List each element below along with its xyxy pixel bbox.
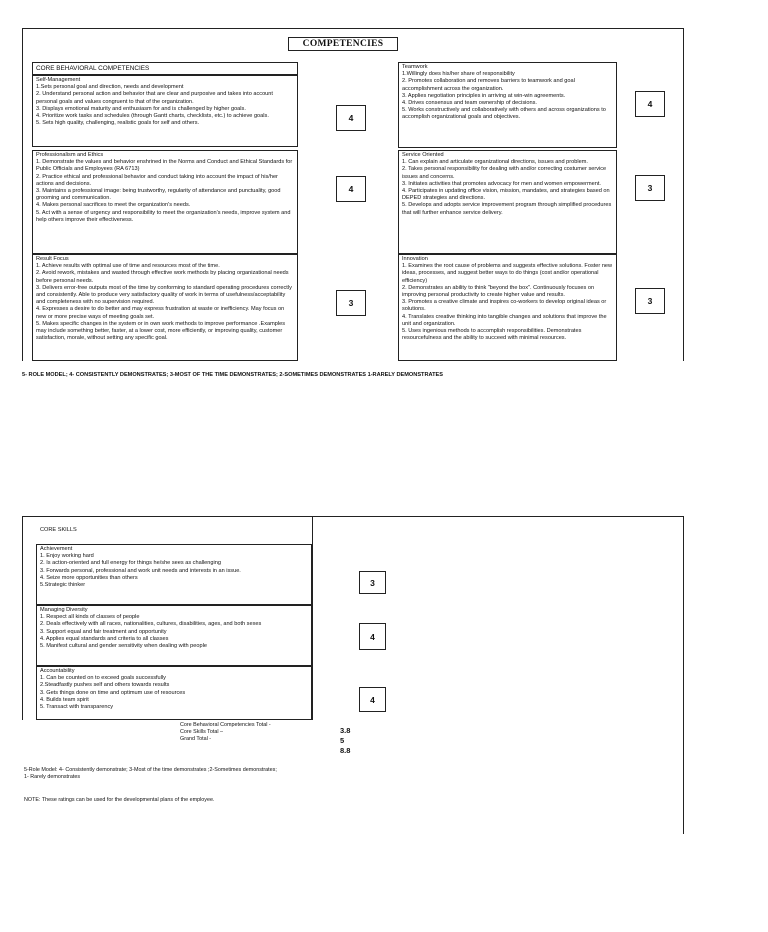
grand-total-label: Grand Total - xyxy=(180,736,212,742)
list-item: 3. Gets things done on time and optimum use of resources xyxy=(40,689,186,696)
list-item: 2. Avoid rework, mistakes and wasted through effective work methods by placing organizational needs before personal needs. xyxy=(36,270,289,284)
core-skills-header-text: CORE SKILLS xyxy=(40,527,77,533)
list-item: 5. Uses ingenious methods to accomplish responsibilities. Demonstrates resourcefulness and the ability to succeed with minimal resources. xyxy=(402,328,582,342)
rating-accountability: 4 xyxy=(359,687,386,712)
grand-total-value: 8.8 xyxy=(340,746,351,755)
list-item: 5. Develops and adopts service improvement program through simplified procedures that will further enhance service delivery. xyxy=(402,202,612,216)
list-item: 3. Displays emotional maturity and enthusiasm for and is challenged by higher goals. xyxy=(36,105,246,112)
list-item: 1. Achieve results with optimal use of time and resources most of the time. xyxy=(36,263,220,270)
professionalism-block xyxy=(32,150,298,254)
block-title: Managing Diversity xyxy=(40,607,88,613)
block-title: Self-Management xyxy=(36,77,81,83)
rating-service-oriented: 3 xyxy=(635,175,665,201)
list-item: 5. Works constructively and collaboratively with others and across organizations to accomplish organizational goals and objectives. xyxy=(402,107,606,121)
list-item: 1. Examines the root cause of problems and suggests effective solutions. Foster new ideas, processes, and suggest better ways to do things (cost and/or operational efficiency) xyxy=(402,263,613,284)
list-item: 3. Delivers error-free outputs most of the time by conforming to standard operating procedures correctly and consistently. Able to produce very satisfactory quality of work in terms of usefulness/acceptability and completeness with no supervision required. xyxy=(36,284,292,306)
self-management-block xyxy=(32,75,298,147)
list-item: 1.Willingly does his/her share of responsibility xyxy=(402,71,515,78)
result-focus-block xyxy=(32,254,298,361)
list-item: 1. Respect all kinds of classes of people xyxy=(40,614,140,621)
rating-professionalism: 4 xyxy=(336,176,366,202)
list-item: 1.Sets personal goal and direction, needs and development xyxy=(36,84,184,91)
rating-achievement: 3 xyxy=(359,571,386,594)
list-item: 4. Applies equal standards and criteria to all classes xyxy=(40,635,169,642)
skills-frame-left-line xyxy=(22,516,23,720)
frame-right-line xyxy=(683,28,684,361)
list-item: 1. Enjoy working hard xyxy=(40,553,94,560)
behavioral-total-label: Core Behavioral Competencies Total - xyxy=(180,722,271,728)
bottom-scale-note xyxy=(24,767,344,781)
list-item: 1. Demonstrate the values and behavior enshrined in the Norms and Conduct and Ethical Standards for Public Officials and Employees (RA 6713) xyxy=(36,159,293,173)
rating-innovation: 3 xyxy=(635,288,665,314)
innovation-block xyxy=(398,254,617,361)
list-item: 1. Can be counted on to exceed goals successfully xyxy=(40,675,166,682)
list-item: 3. Initiates activities that promotes advocacy for men and women empowerment. xyxy=(402,180,601,187)
skills-total-value: 5 xyxy=(340,736,345,745)
block-title: Professionalism and Ethics xyxy=(36,152,104,158)
list-item: 3. Support equal and fair treatment and opportunity xyxy=(40,628,167,635)
bottom-scale-note-line-1: 5-Role Model: 4- Consistently demonstrate; 3-Most of the time demonstrates ;2-Sometimes demonstrates; xyxy=(24,767,277,773)
list-item: 5. Transact with transparency xyxy=(40,704,114,711)
service-oriented-block xyxy=(398,150,617,254)
list-item: 2. Is action-oriented and full energy for things he/she sees as challenging xyxy=(40,560,221,567)
teamwork-block xyxy=(398,62,617,148)
accountability-block xyxy=(36,666,312,720)
totals-values xyxy=(340,726,350,756)
rating-teamwork: 4 xyxy=(635,91,665,117)
list-item: 4. Translates creative thinking into tangible changes and solutions that improve the unit and organization. xyxy=(402,313,607,327)
list-item: 3. Forwards personal, professional and work unit needs and interests in an issue. xyxy=(40,567,241,574)
page-title: COMPETENCIES xyxy=(288,37,398,51)
frame-left-line xyxy=(22,28,23,361)
list-item: 5. Sets high quality, challenging, realistic goals for self and others. xyxy=(36,120,200,127)
behavioral-total-value: 3.8 xyxy=(340,726,351,735)
skills-total-label: Core Skills Total – xyxy=(180,729,224,735)
list-item: 2. Demonstrates an ability to think "beyond the box". Continuously focuses on improving personal productivity to create higher value and results. xyxy=(402,284,595,299)
list-item: 5. Makes specific changes in the system or in own work methods to improve performance .Examples may include something better, faster, at a lower cost, more efficiently, or improving quality, customer satisfaction, morale, without setting any specific goal. xyxy=(36,320,286,342)
list-item: 5. Act with a sense of urgency and responsibility to meet the organization's needs, improve system and help others improve their effectiveness. xyxy=(36,209,291,223)
list-item: 4. Participates in updating office vision, mission, mandates, and strategies based on DEPED strategies and directions. xyxy=(402,188,610,202)
managing-diversity-block xyxy=(36,605,312,666)
behavioral-header-text: CORE BEHAVIORAL COMPETENCIES xyxy=(36,65,150,72)
skills-divider-line xyxy=(312,516,313,720)
list-item: 4. Makes personal sacrifices to meet the organization's needs. xyxy=(36,202,191,209)
block-title: Accountability xyxy=(40,668,75,674)
list-item: 3. Maintains a professional image: being trustworthy, regularity of attendance and punctuality, good grooming and communication. xyxy=(36,188,281,202)
list-item: 2. Practice ethical and professional behavior and conduct taking into account the impact of his/her actions and decisions. xyxy=(36,173,278,187)
list-item: 3. Promotes a creative climate and inspires co-workers to develop original ideas or solutions. xyxy=(402,299,607,313)
list-item: 4. Prioritize work tasks and schedules (through Gantt charts, checklists, etc.) to achieve goals. xyxy=(36,113,269,120)
list-item: 2. Understand personal action and behavior that are clear and purposive and takes into account personal goals and values congruent to that of the organization. xyxy=(36,91,273,105)
list-item: 3. Applies negotiation principles in arriving at win-win agreements. xyxy=(402,92,566,99)
list-item: 5. Manifest cultural and gender sensitivity when dealing with people xyxy=(40,643,207,650)
list-item: 2. Takes personal responsibility for dealing with and/or correcting costumer service issues and concerns. xyxy=(402,166,607,180)
skills-frame-right-line xyxy=(683,516,684,834)
frame-top-line xyxy=(22,28,684,29)
developmental-note: NOTE: These ratings can be used for the developmental plans of the employee. xyxy=(24,797,215,803)
block-title: Service Oriented xyxy=(402,152,444,158)
block-title: Result Focus xyxy=(36,256,69,262)
block-title: Innovation xyxy=(402,256,428,262)
block-title: Teamwork xyxy=(402,64,428,70)
list-item: 4. Seize more opportunities than others xyxy=(40,574,138,581)
achievement-block xyxy=(36,544,312,605)
block-title: Achievement xyxy=(40,546,73,552)
core-skills-header xyxy=(36,517,312,544)
list-item: 1. Can explain and articulate organizational directions, issues and problem. xyxy=(402,159,588,166)
list-item: 4. Builds team spirit xyxy=(40,696,89,703)
bottom-scale-note-line-2: 1- Rarely demonstrates xyxy=(24,774,81,780)
rating-managing-diversity: 4 xyxy=(359,623,386,650)
list-item: 2.Steadfastly pushes self and others towards results xyxy=(40,682,170,689)
list-item: 4. Expresses a desire to do better and may express frustration at waste or inefficiency. May focus on new or more precise ways of meeting goals set. xyxy=(36,306,285,320)
behavioral-header xyxy=(32,62,298,75)
totals-labels xyxy=(180,722,330,743)
list-item: 4. Drives consensus and team ownership of decisions. xyxy=(402,100,537,107)
rating-self-management: 4 xyxy=(336,105,366,131)
rating-scale-note: 5- ROLE MODEL; 4- CONSISTENTLY DEMONSTRATES; 3-MOST OF THE TIME DEMONSTRATES; 2-SOMETIMES DEMONSTRATES 1-RARELY DEMONSTRATES xyxy=(22,372,444,378)
rating-result-focus: 3 xyxy=(336,290,366,316)
list-item: 2. Promotes collaboration and removes barriers to teamwork and goal accomplishment across the organization. xyxy=(402,78,575,92)
list-item: 2. Deals effectively with all races, nationalities, cultures, disabilities, ages, and both sexes xyxy=(40,621,262,628)
list-item: 5.Strategic thinker xyxy=(40,582,86,589)
